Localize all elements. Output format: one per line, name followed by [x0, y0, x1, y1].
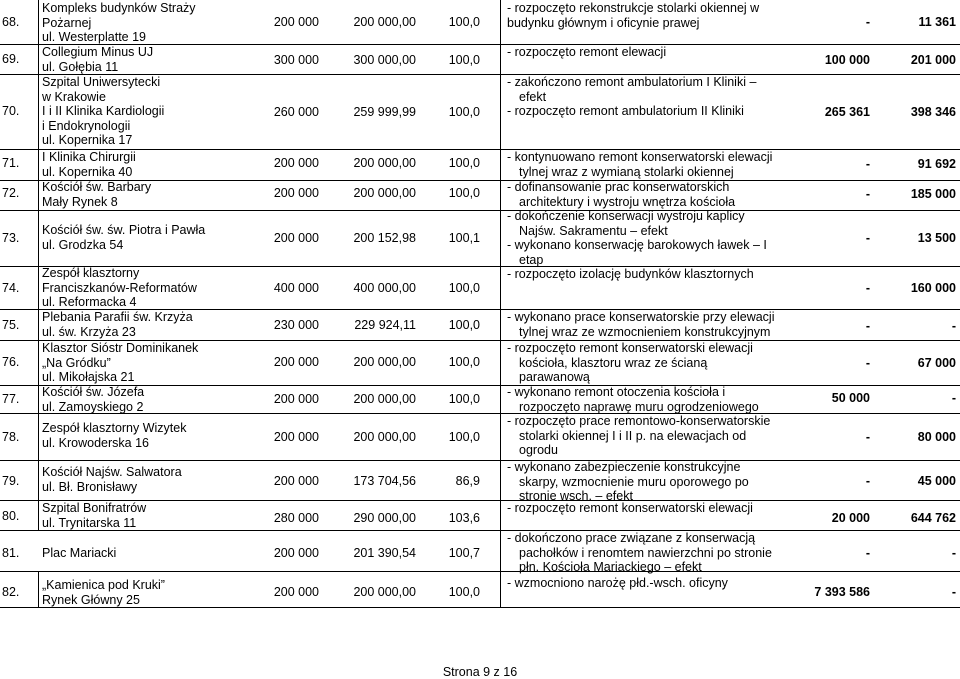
value-a: -	[865, 281, 870, 295]
object-name: Zespół klasztorny Wizytek ul. Krowoderska 16	[42, 421, 187, 450]
object-name: Kościół św. św. Piotra i Pawła ul. Grodzka 54	[42, 223, 206, 252]
planned-amount: 200 000	[273, 392, 319, 406]
percent-value: 100,1	[448, 231, 480, 245]
planned-amount: 200 000	[273, 430, 319, 444]
row-divider	[0, 571, 960, 572]
page-number-footer: Strona 9 z 16	[442, 665, 518, 679]
object-name: Klasztor Sióstr Dominikanek „Na Gródku” ul. Mikołajska 21	[42, 341, 199, 384]
work-description: - dokończono prace związane z konserwacją pachołków i renomtem nawierzchni po stronie płn. Kościoła Mariackiego – efekt	[507, 531, 772, 574]
row-divider	[0, 530, 960, 531]
percent-value: 103,6	[448, 511, 480, 525]
executed-amount: 200 000,00	[353, 186, 416, 200]
row-number: 74.	[2, 281, 20, 295]
row-number: 82.	[2, 585, 20, 599]
column-divider	[38, 0, 39, 530]
row-number: 71.	[2, 156, 20, 170]
object-name: Kościół św. Barbary Mały Rynek 8	[42, 180, 152, 209]
column-divider	[500, 0, 501, 607]
value-b: -	[951, 546, 956, 560]
value-a: 100 000	[824, 53, 870, 67]
percent-value: 86,9	[455, 474, 480, 488]
planned-amount: 200 000	[273, 15, 319, 29]
value-a: -	[865, 187, 870, 201]
executed-amount: 200 000,00	[353, 15, 416, 29]
percent-value: 100,7	[448, 546, 480, 560]
work-description: - wykonano remont otoczenia kościoła i rozpoczęto naprawę muru ogrodzeniowego	[507, 385, 759, 414]
object-name: Kościół św. Józefa ul. Zamoyskiego 2	[42, 385, 145, 414]
row-number: 77.	[2, 392, 20, 406]
row-number: 75.	[2, 318, 20, 332]
percent-value: 100,0	[448, 15, 480, 29]
value-a: -	[865, 231, 870, 245]
value-a: -	[865, 430, 870, 444]
executed-amount: 290 000,00	[353, 511, 416, 525]
executed-amount: 200 000,00	[353, 355, 416, 369]
row-number: 68.	[2, 15, 20, 29]
planned-amount: 200 000	[273, 231, 319, 245]
value-b: 398 346	[910, 105, 956, 119]
executed-amount: 201 390,54	[353, 546, 416, 560]
planned-amount: 260 000	[273, 105, 319, 119]
row-divider	[0, 149, 960, 150]
planned-amount: 200 000	[273, 355, 319, 369]
percent-value: 100,0	[448, 281, 480, 295]
work-description: - dokończenie konserwacji wystroju kaplicy Najśw. Sakramentu – efekt - wykonano konserwację barokowych ławek – I etap	[507, 209, 767, 267]
row-number: 81.	[2, 546, 20, 560]
column-divider	[38, 571, 39, 607]
executed-amount: 300 000,00	[353, 53, 416, 67]
percent-value: 100,0	[448, 186, 480, 200]
work-description: - rozpoczęto remont konserwatorski elewacji	[507, 501, 753, 515]
value-b: 185 000	[910, 187, 956, 201]
row-number: 76.	[2, 355, 20, 369]
row-number: 69.	[2, 52, 20, 66]
work-description: - rozpoczęto prace remontowo-konserwatorskie stolarki okiennej I i II p. na elewacjach od ogrodu	[507, 414, 771, 457]
row-number: 80.	[2, 509, 20, 523]
work-description: - wykonano zabezpieczenie konstrukcyjne skarpy, wzmocnienie muru oporowego po stronie wsch. – efekt	[507, 460, 749, 503]
planned-amount: 200 000	[273, 546, 319, 560]
value-b: 67 000	[917, 356, 956, 370]
executed-amount: 200 000,00	[353, 156, 416, 170]
planned-amount: 200 000	[273, 186, 319, 200]
executed-amount: 200 000,00	[353, 430, 416, 444]
object-name: Plac Mariacki	[42, 546, 117, 560]
row-divider	[0, 607, 960, 608]
value-b: -	[951, 391, 956, 405]
work-description: - wykonano prace konserwatorskie przy elewacji tylnej wraz ze wzmocnieniem konstrukcyjnym	[507, 310, 775, 339]
planned-amount: 280 000	[273, 511, 319, 525]
work-description: - dofinansowanie prac konserwatorskich architektury i wystroju wnętrza kościoła	[507, 180, 736, 209]
object-name: Collegium Minus UJ ul. Gołębia 11	[42, 45, 154, 74]
work-description: - rozpoczęto rekonstrukcje stolarki okiennej w budynku głównym i oficynie prawej	[507, 1, 760, 30]
work-description: - rozpoczęto remont elewacji	[507, 45, 667, 59]
object-name: Zespół klasztorny Franciszkanów-Reformatów ul. Reformacka 4	[42, 266, 197, 309]
percent-value: 100,0	[448, 105, 480, 119]
executed-amount: 173 704,56	[353, 474, 416, 488]
planned-amount: 200 000	[273, 156, 319, 170]
percent-value: 100,0	[448, 430, 480, 444]
value-a: -	[865, 356, 870, 370]
value-a: 265 361	[824, 105, 870, 119]
value-b: 201 000	[910, 53, 956, 67]
value-b: 644 762	[910, 511, 956, 525]
value-b: 45 000	[917, 474, 956, 488]
percent-value: 100,0	[448, 53, 480, 67]
row-divider	[0, 210, 960, 211]
executed-amount: 200 000,00	[353, 392, 416, 406]
row-divider	[0, 460, 960, 461]
planned-amount: 300 000	[273, 53, 319, 67]
row-number: 78.	[2, 430, 20, 444]
value-a: -	[865, 474, 870, 488]
value-a: 20 000	[831, 511, 870, 525]
value-a: -	[865, 319, 870, 333]
object-name: Kompleks budynków Straży Pożarnej ul. Westerplatte 19	[42, 1, 196, 44]
value-b: -	[951, 585, 956, 599]
object-name: Szpital Uniwersytecki w Krakowie I i II Klinika Kardiologii i Endokrynologii ul. Kopernika 17	[42, 75, 165, 147]
object-name: Szpital Bonifratrów ul. Trynitarska 11	[42, 501, 147, 530]
object-name: Kościół Najśw. Salwatora ul. Bł. Bronisławy	[42, 465, 182, 494]
executed-amount: 229 924,11	[354, 318, 416, 332]
value-b: 11 361	[918, 15, 956, 29]
work-description: - wzmocniono narożę płd.-wsch. oficyny	[507, 576, 728, 590]
value-a: -	[865, 15, 870, 29]
work-description: - kontynuowano remont konserwatorski elewacji tylnej wraz z wymianą stolarki okiennej	[507, 150, 773, 179]
row-number: 70.	[2, 104, 20, 118]
work-description: - rozpoczęto izolację budynków klasztornych	[507, 267, 754, 281]
executed-amount: 200 000,00	[353, 585, 416, 599]
planned-amount: 200 000	[273, 474, 319, 488]
value-b: 160 000	[910, 281, 956, 295]
executed-amount: 200 152,98	[353, 231, 416, 245]
percent-value: 100,0	[448, 318, 480, 332]
percent-value: 100,0	[448, 156, 480, 170]
value-a: -	[865, 157, 870, 171]
row-number: 72.	[2, 186, 20, 200]
value-a: 50 000	[831, 391, 870, 405]
value-b: 80 000	[917, 430, 956, 444]
planned-amount: 200 000	[273, 585, 319, 599]
work-description: - zakończono remont ambulatorium I Kliniki – efekt - rozpoczęto remont ambulatorium II Kliniki	[507, 75, 757, 118]
percent-value: 100,0	[448, 392, 480, 406]
planned-amount: 400 000	[273, 281, 319, 295]
row-number: 79.	[2, 474, 20, 488]
value-b: 13 500	[917, 231, 956, 245]
row-number: 73.	[2, 231, 20, 245]
percent-value: 100,0	[448, 585, 480, 599]
percent-value: 100,0	[448, 355, 480, 369]
executed-amount: 259 999,99	[353, 105, 416, 119]
planned-amount: 230 000	[273, 318, 319, 332]
value-b: 91 692	[917, 157, 956, 171]
object-name: Plebania Parafii św. Krzyża ul. św. Krzyża 23	[42, 310, 193, 339]
value-a: 7 393 586	[814, 585, 870, 599]
object-name: I Klinika Chirurgii ul. Kopernika 40	[42, 150, 136, 179]
value-a: -	[865, 546, 870, 560]
executed-amount: 400 000,00	[353, 281, 416, 295]
value-b: -	[951, 319, 956, 333]
object-name: „Kamienica pod Kruki” Rynek Główny 25	[42, 578, 165, 607]
work-description: - rozpoczęto remont konserwatorski elewacji kościoła, klasztoru wraz ze ścianą parawanową	[507, 341, 753, 384]
